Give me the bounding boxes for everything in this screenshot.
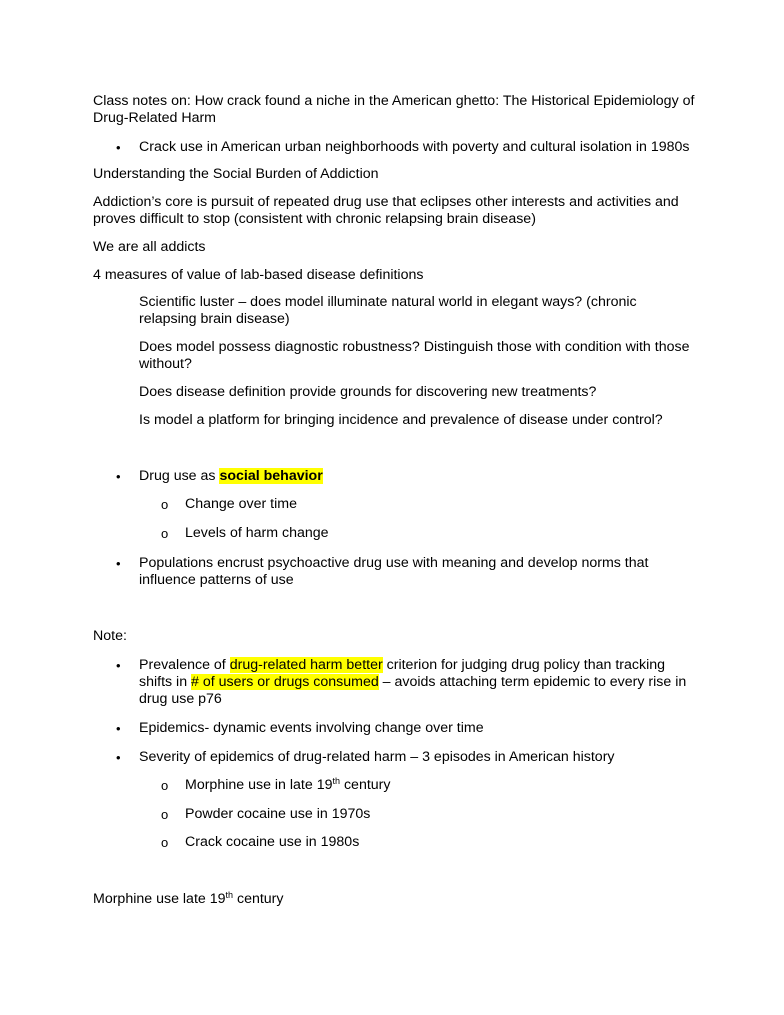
- prevalence-line-3: drug use p76: [139, 691, 222, 707]
- bullet-marker: •: [116, 140, 121, 155]
- addiction-line-2: proves difficult to stop (consistent with chronic relapsing brain disease): [93, 211, 536, 227]
- sub-bullet-marker: o: [161, 526, 169, 541]
- measure-2-line-2: without?: [139, 356, 192, 372]
- bullet-marker: •: [116, 721, 121, 736]
- measures-heading: 4 measures of value of lab-based disease definitions: [93, 267, 424, 283]
- severity-bullet: Severity of epidemics of drug-related harm – 3 episodes in American history: [139, 749, 615, 765]
- epidemics-bullet: Epidemics- dynamic events involving change over time: [139, 720, 484, 736]
- prevalence-text: – avoids attaching term epidemic to every rise in: [378, 674, 687, 690]
- bullet-marker: •: [116, 469, 121, 484]
- century-text: century: [340, 777, 391, 793]
- populations-line-1: Populations encrust psychoactive drug use with meaning and develop norms that: [139, 555, 649, 571]
- prevalence-text: criterion for judging drug policy than tracking: [382, 657, 666, 673]
- morphine-text: Morphine use in late 19: [185, 777, 333, 793]
- title-line-1: Class notes on: How crack found a niche in the American ghetto: The Historical Epidemiology of: [93, 93, 695, 109]
- crack-cocaine: Crack cocaine use in 1980s: [185, 834, 360, 850]
- prevalence-text: Prevalence of: [139, 657, 230, 673]
- note-label: Note:: [93, 628, 127, 644]
- powder-cocaine: Powder cocaine use in 1970s: [185, 806, 371, 822]
- superscript-th: th: [332, 776, 341, 786]
- drug-use-text: Drug use as: [139, 468, 220, 484]
- measure-1-line-1: Scientific luster – does model illuminate natural world in elegant ways? (chronic: [139, 294, 637, 310]
- sub-bullet-marker: o: [161, 835, 169, 850]
- bullet-marker: •: [116, 750, 121, 765]
- prevalence-text: shifts in: [139, 674, 192, 690]
- bullet-marker: •: [116, 556, 121, 571]
- prevalence-line-1: [139, 657, 665, 674]
- addicts-line: We are all addicts: [93, 239, 206, 255]
- morphine-heading-text: Morphine use late 19: [93, 891, 226, 907]
- addiction-line-1: Addiction’s core is pursuit of repeated drug use that eclipses other interests and activities and: [93, 194, 679, 210]
- measure-2-line-1: Does model possess diagnostic robustness? Distinguish those with condition with those: [139, 339, 690, 355]
- crack-use-bullet: Crack use in American urban neighborhoods with poverty and cultural isolation in 1980s: [139, 139, 690, 155]
- sub-bullet-marker: o: [161, 807, 169, 822]
- users-drugs-highlight: # of users or drugs consumed: [191, 674, 379, 690]
- sub-bullet-marker: o: [161, 778, 169, 793]
- social-behavior-highlight: social behavior: [219, 468, 323, 484]
- drug-use-bullet: [139, 468, 323, 485]
- morphine-19th-century: [185, 777, 390, 794]
- prevalence-line-2: [139, 674, 686, 691]
- sub-bullet-marker: o: [161, 497, 169, 512]
- populations-line-2: influence patterns of use: [139, 572, 294, 588]
- change-over-time: Change over time: [185, 496, 297, 512]
- bullet-marker: •: [116, 658, 121, 673]
- morphine-heading: [93, 891, 284, 908]
- title-line-2: Drug-Related Harm: [93, 110, 216, 126]
- measure-3: Does disease definition provide grounds for discovering new treatments?: [139, 384, 597, 400]
- drug-related-harm-highlight: drug-related harm better: [229, 657, 383, 673]
- levels-harm-change: Levels of harm change: [185, 525, 329, 541]
- measure-1-line-2: relapsing brain disease): [139, 311, 290, 327]
- superscript-th: th: [225, 890, 234, 900]
- century-text: century: [233, 891, 284, 907]
- measure-4: Is model a platform for bringing incidence and prevalence of disease under control?: [139, 412, 663, 428]
- heading-social-burden: Understanding the Social Burden of Addiction: [93, 166, 379, 182]
